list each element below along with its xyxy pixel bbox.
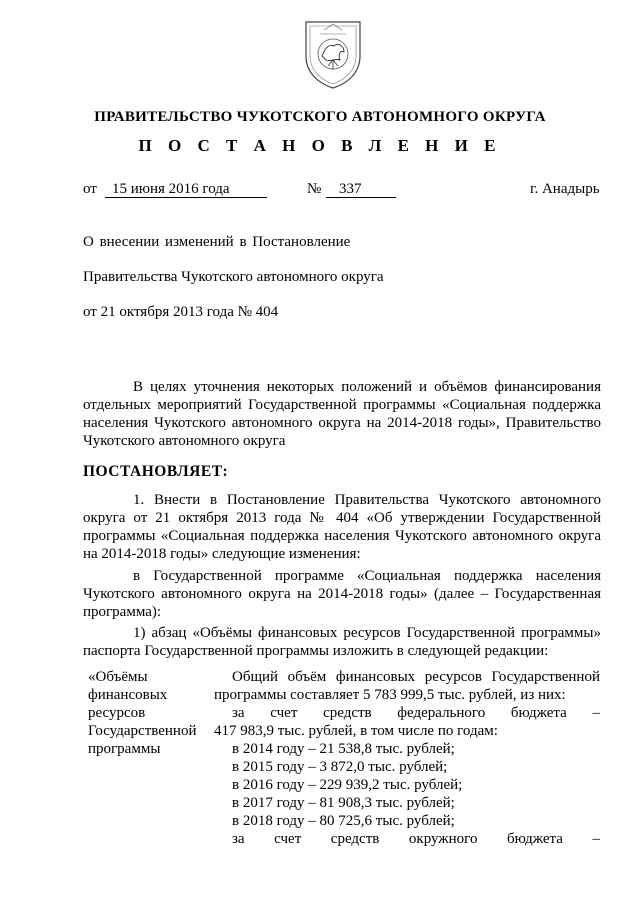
- table-right-line-5: в 2014 году – 21 538,8 тыс. рублей;: [232, 741, 455, 757]
- preamble-line-3: населения Чукотского автономного округа на 2014-2018 годы», Правительство: [83, 415, 601, 431]
- table-right-line-1: Общий объём финансовых ресурсов Государственной: [232, 669, 600, 685]
- table-left-line-4: Государственной: [88, 723, 197, 739]
- number-underline: [326, 197, 396, 198]
- table-right-line-4: 417 983,9 тыс. рублей, в том числе по годам:: [214, 723, 498, 739]
- preamble-line-4: Чукотского автономного округа: [83, 433, 286, 449]
- subject-line-3: от 21 октября 2013 года № 404: [83, 304, 279, 320]
- date-from-label: от: [83, 181, 97, 197]
- resolves-heading: ПОСТАНОВЛЯЕТ:: [83, 463, 229, 480]
- p1-line-4: на 2014-2018 годы» следующие изменения:: [83, 546, 361, 562]
- p1-line-1: 1. Внести в Постановление Правительства Чукотского автономного: [133, 492, 601, 508]
- table-left-line-1: «Объёмы: [88, 669, 148, 685]
- subject-line-2: Правительства Чукотского автономного округа: [83, 269, 384, 285]
- date-underline: [105, 197, 267, 198]
- subject-line-1: О внесении изменений в Постановление: [83, 234, 351, 250]
- city: г. Анадырь: [530, 181, 600, 197]
- document-date: 15 июня 2016 года: [112, 181, 230, 197]
- document-type-title: П О С Т А Н О В Л Е Н И Е: [138, 136, 502, 155]
- table-left-line-3: ресурсов: [88, 705, 146, 721]
- table-left-line-5: программы: [88, 741, 161, 757]
- table-right-line-7: в 2016 году – 229 939,2 тыс. рублей;: [232, 777, 463, 793]
- table-right-line-10: за счет средств окружного бюджета –: [232, 831, 600, 847]
- table-left-line-2: финансовых: [88, 687, 168, 703]
- p2-line-3: программа):: [83, 604, 162, 620]
- p3-line-1: 1) абзац «Объёмы финансовых ресурсов Государственной программы»: [133, 625, 601, 641]
- table-right-line-6: в 2015 году – 3 872,0 тыс. рублей;: [232, 759, 448, 775]
- document-number: 337: [339, 181, 362, 197]
- number-label: №: [307, 181, 322, 197]
- preamble-line-1: В целях уточнения некоторых положений и объёмов финансирования: [133, 379, 601, 395]
- table-right-line-2: программы составляет 5 783 999,5 тыс. рублей, из них:: [214, 687, 566, 703]
- p2-line-1: в Государственной программе «Социальная поддержка населения: [133, 568, 601, 584]
- coat-of-arms-emblem: [300, 16, 366, 90]
- table-right-line-9: в 2018 году – 80 725,6 тыс. рублей;: [232, 813, 455, 829]
- p1-line-2: округа от 21 октября 2013 года № 404 «Об утверждении Государственной: [83, 510, 601, 526]
- p1-line-3: программы «Социальная поддержка населения Чукотского автономного округа: [83, 528, 601, 544]
- government-title: ПРАВИТЕЛЬСТВО ЧУКОТСКОГО АВТОНОМНОГО ОКРУГА: [94, 109, 546, 125]
- preamble-line-2: отдельных мероприятий Государственной программы «Социальная поддержка: [83, 397, 601, 413]
- p3-line-2: паспорта Государственной программы изложить в следующей редакции:: [83, 643, 549, 659]
- p2-line-2: Чукотского автономного округа на 2014-2018 годы» (далее – Государственная: [83, 586, 601, 602]
- table-right-line-3: за счет средств федерального бюджета –: [232, 705, 600, 721]
- table-right-line-8: в 2017 году – 81 908,3 тыс. рублей;: [232, 795, 455, 811]
